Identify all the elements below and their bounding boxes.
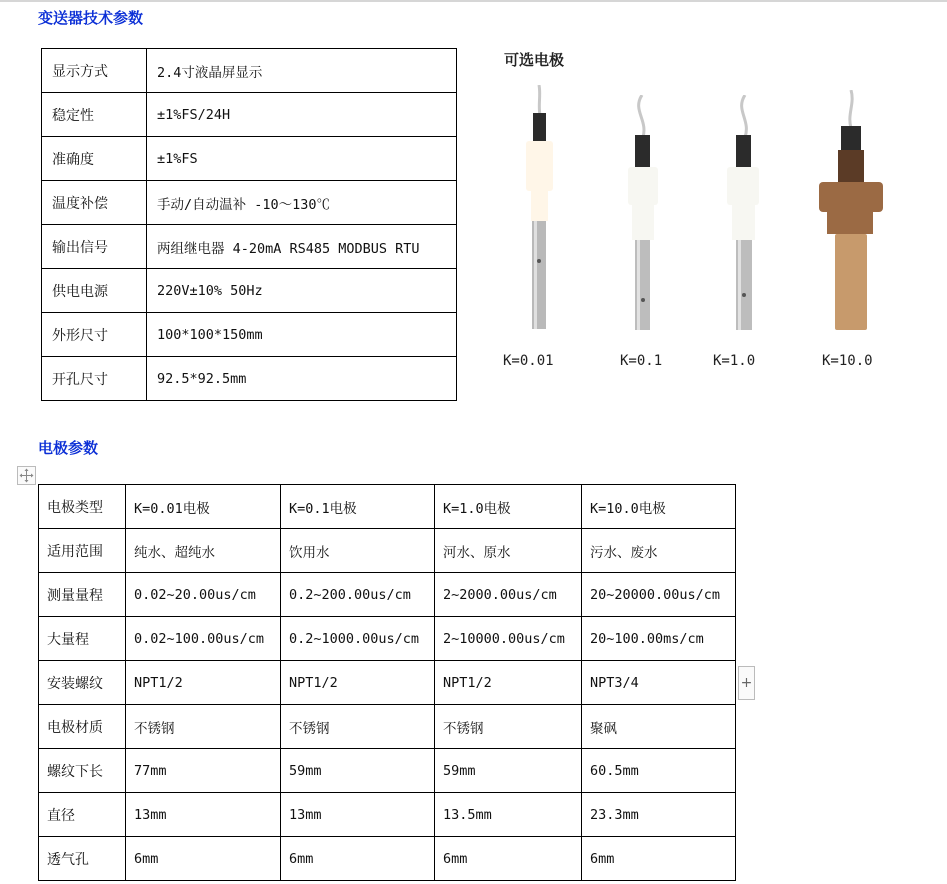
table-row [42,225,457,269]
table-row [39,485,736,529]
electrode-params-table [38,484,736,881]
param-name-cell: 测量量程 [39,573,126,617]
param-name-cell: 电极材质 [39,705,126,749]
table-row [39,573,736,617]
table-row [42,49,457,93]
table-row [42,269,457,313]
table-row [42,357,457,401]
param-value-cell: 13.5mm [435,793,582,837]
spec-name: 供电电源 [42,269,147,313]
param-value-cell: 13mm [126,793,281,837]
move-arrows-icon [18,467,35,484]
param-value-cell: 河水、原水 [435,529,582,573]
electrode-label-k01: K=0.1 [620,353,663,369]
table-move-handle[interactable] [17,466,36,485]
param-name-cell: 螺纹下长 [39,749,126,793]
param-value-cell: NPT3/4 [582,661,736,705]
param-value-cell: 污水、废水 [582,529,736,573]
param-value-cell: 23.3mm [582,793,736,837]
electrode-image-k001 [505,85,575,340]
param-value-cell: 0.02~20.00us/cm [126,573,281,617]
param-name-cell: 电极类型 [39,485,126,529]
param-value-cell: NPT1/2 [435,661,582,705]
param-value-cell: K=10.0电极 [582,485,736,529]
spec-name: 准确度 [42,137,147,181]
param-value-cell: 59mm [281,749,435,793]
param-value-cell: 纯水、超纯水 [126,529,281,573]
param-value-cell: 0.2~200.00us/cm [281,573,435,617]
param-value-cell: K=1.0电极 [435,485,582,529]
electrode-image-k01 [612,95,682,340]
param-name-cell: 安装螺纹 [39,661,126,705]
param-value-cell: 不锈钢 [281,705,435,749]
optional-electrodes-title: 可选电极 [504,51,565,69]
param-value-cell: 6mm [435,837,582,881]
param-value-cell: 不锈钢 [435,705,582,749]
param-value-cell: 60.5mm [582,749,736,793]
param-value-cell: 59mm [435,749,582,793]
spec-name: 外形尺寸 [42,313,147,357]
spec-value: 两组继电器 4-20mA RS485 MODBUS RTU [147,225,457,269]
param-value-cell: 13mm [281,793,435,837]
spec-name: 开孔尺寸 [42,357,147,401]
spec-name: 输出信号 [42,225,147,269]
spec-value: 100*100*150mm [147,313,457,357]
electrode-label-k10: K=1.0 [713,353,756,369]
add-column-button[interactable]: + [738,666,755,700]
param-value-cell: 饮用水 [281,529,435,573]
table-row [42,137,457,181]
table-row [39,837,736,881]
spec-name: 显示方式 [42,49,147,93]
param-name-cell: 适用范围 [39,529,126,573]
electrode-image-k100 [805,90,895,340]
table-row [39,705,736,749]
param-value-cell: 0.2~1000.00us/cm [281,617,435,661]
electrode-label-k100: K=10.0 [822,353,873,369]
electrode-image-k10 [715,95,785,340]
electrode-params-heading: 电极参数 [38,439,99,457]
param-value-cell: NPT1/2 [126,661,281,705]
param-value-cell: 6mm [582,837,736,881]
spec-name: 稳定性 [42,93,147,137]
electrode-label-k001: K=0.01 [503,353,554,369]
param-name-cell: 直径 [39,793,126,837]
param-name-cell: 透气孔 [39,837,126,881]
param-value-cell: 6mm [126,837,281,881]
table-row [39,793,736,837]
spec-value: 手动/自动温补 -10～130℃ [147,181,457,225]
param-value-cell: 2~2000.00us/cm [435,573,582,617]
param-value-cell: 20~100.00ms/cm [582,617,736,661]
param-value-cell: 0.02~100.00us/cm [126,617,281,661]
param-value-cell: 2~10000.00us/cm [435,617,582,661]
param-value-cell: K=0.1电极 [281,485,435,529]
param-value-cell: NPT1/2 [281,661,435,705]
table-row [39,529,736,573]
transmitter-params-heading: 变送器技术参数 [38,9,144,27]
table-row [39,661,736,705]
spec-value: 92.5*92.5mm [147,357,457,401]
table-row [42,181,457,225]
table-row [39,617,736,661]
param-value-cell: K=0.01电极 [126,485,281,529]
transmitter-spec-table [41,48,457,401]
spec-value: ±1%FS/24H [147,93,457,137]
spec-value: 220V±10% 50Hz [147,269,457,313]
table-row [42,313,457,357]
spec-name: 温度补偿 [42,181,147,225]
table-row [39,749,736,793]
spec-value: ±1%FS [147,137,457,181]
spec-value: 2.4寸液晶屏显示 [147,49,457,93]
top-divider [0,0,947,2]
param-value-cell: 聚砜 [582,705,736,749]
table-row [42,93,457,137]
param-value-cell: 77mm [126,749,281,793]
param-value-cell: 不锈钢 [126,705,281,749]
param-value-cell: 6mm [281,837,435,881]
param-name-cell: 大量程 [39,617,126,661]
param-value-cell: 20~20000.00us/cm [582,573,736,617]
